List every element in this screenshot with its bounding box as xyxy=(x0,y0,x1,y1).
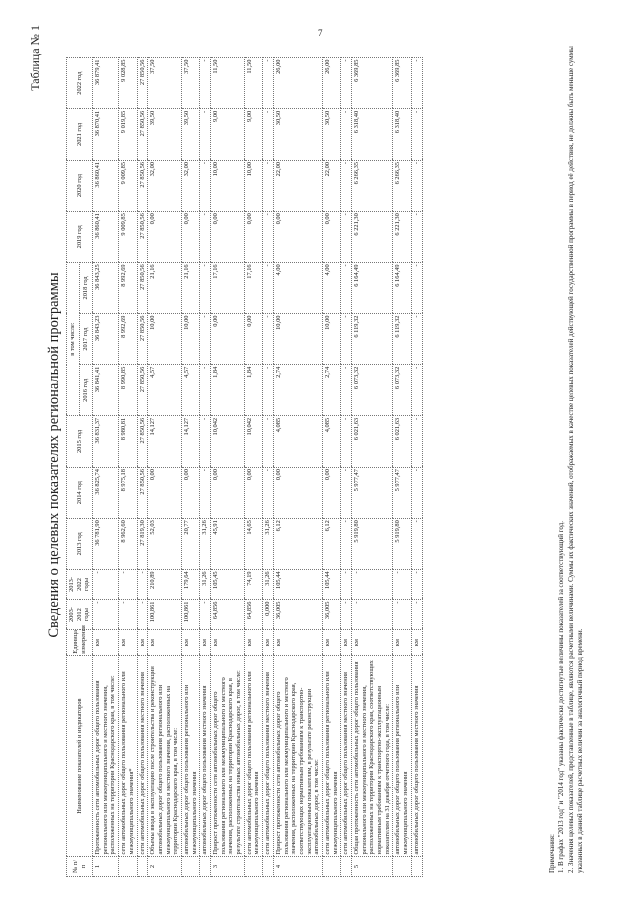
value-2022: - xyxy=(411,58,422,109)
value-2021: - xyxy=(263,109,274,160)
value-2020: 36 860,41 xyxy=(93,160,119,211)
value-2013: 5 919,80 xyxy=(393,518,411,569)
value-2020: 22,00 xyxy=(273,160,322,211)
value-2016: 6 073,32 xyxy=(352,365,393,416)
header-2017: 2017 год xyxy=(80,314,93,365)
value-2018: 8 992,69 xyxy=(119,262,137,313)
value-2015: - xyxy=(341,416,352,467)
value-2022: 6 369,85 xyxy=(352,58,393,109)
value-2015: 10,042 xyxy=(244,416,262,467)
value-2013: 6,12 xyxy=(273,518,322,569)
value-2018: 17,16 xyxy=(211,262,245,313)
value-2015: 6 021,63 xyxy=(393,416,411,467)
value-2021: 6 318,40 xyxy=(393,109,411,160)
value-2013: 14,65 xyxy=(244,518,262,569)
value-2016: - xyxy=(411,365,422,416)
value-2013: - xyxy=(341,518,352,569)
value-2018: - xyxy=(200,262,211,313)
value-2003-2012: 64,856 xyxy=(211,600,245,630)
value-2016: 2,74 xyxy=(322,365,340,416)
row-number xyxy=(263,856,274,876)
value-2014: 0,00 xyxy=(181,467,199,518)
unit-cell: км xyxy=(393,630,411,656)
value-2021: 27 850,56 xyxy=(137,109,148,160)
value-2018: 6 164,49 xyxy=(352,262,393,313)
value-2017: - xyxy=(263,314,274,365)
value-2013-2022: 105,44 xyxy=(273,569,322,599)
table-row xyxy=(273,58,322,877)
value-2013-2022: - xyxy=(411,569,422,599)
value-2015: 14,127 xyxy=(181,416,199,467)
row-number xyxy=(244,856,262,876)
row-number xyxy=(181,856,199,876)
value-2016: 36 841,41 xyxy=(93,365,119,416)
rotated-page-content xyxy=(16,15,616,895)
value-2015: 4,085 xyxy=(322,416,340,467)
header-2022: 2022 год xyxy=(67,58,93,109)
value-2019: 6 221,30 xyxy=(352,211,393,262)
table-row xyxy=(244,58,262,877)
value-2003-2012: - xyxy=(93,600,119,630)
value-2013: 6,12 xyxy=(322,518,340,569)
indicator-name: автомобильных дорог общего пользования местного значения xyxy=(411,656,422,857)
value-2015: 27 850,56 xyxy=(137,416,148,467)
indicator-name: Протяженность сети автомобильных дорог общего пользования регионального или межмуниципального и местного значения, расположенных на территории Краснодарского края, в том числе: xyxy=(93,656,119,857)
row-number xyxy=(200,856,211,876)
table-row xyxy=(411,58,422,877)
value-2017: 10,00 xyxy=(273,314,322,365)
value-2013: 52,03 xyxy=(148,518,182,569)
value-2018: - xyxy=(411,262,422,313)
indicator-name: автомобильных дорог общего пользования местного значения xyxy=(200,656,211,857)
header-unit: Единица измерения xyxy=(67,630,93,656)
value-2020: - xyxy=(341,160,352,211)
value-2013-2022: 105,44 xyxy=(322,569,340,599)
value-2022: 11,50 xyxy=(244,58,262,109)
value-2013: 8 962,60 xyxy=(119,518,137,569)
value-2016: 1,84 xyxy=(244,365,262,416)
page-number: 7 xyxy=(318,28,323,38)
value-2022: 26,00 xyxy=(322,58,340,109)
value-2013: 5 919,80 xyxy=(352,518,393,569)
indicator-name: Прирост протяженности сети автомобильных дорог общего пользования регионального или межмуниципального и местного значения, расположенных на территории Краснодарского края, соответствующих нормативным требованиям к транспортно-эксплуатационным показателям, в результате реконструкции автомобильных дорог, в том числе: xyxy=(273,656,322,857)
value-2013-2022: - xyxy=(393,569,411,599)
value-2014: 27 850,56 xyxy=(137,467,148,518)
value-2003-2012: - xyxy=(393,600,411,630)
value-2020: 6 266,35 xyxy=(352,160,393,211)
value-2021: - xyxy=(341,109,352,160)
header-2021: 2021 год xyxy=(67,109,93,160)
unit-cell: км xyxy=(352,630,393,656)
value-2013: 27 819,30 xyxy=(137,518,148,569)
value-2015: - xyxy=(200,416,211,467)
value-2013: 20,77 xyxy=(181,518,199,569)
value-2019: 9 009,85 xyxy=(119,211,137,262)
value-2013-2022: 31,26 xyxy=(200,569,211,599)
value-2018: 6 164,49 xyxy=(393,262,411,313)
unit-cell: км xyxy=(211,630,245,656)
value-2015: 10,042 xyxy=(211,416,245,467)
value-2019: 36 860,41 xyxy=(93,211,119,262)
value-2013: 31,26 xyxy=(263,518,274,569)
value-2017: 10,00 xyxy=(322,314,340,365)
value-2019: 27 850,56 xyxy=(137,211,148,262)
table-row xyxy=(211,58,245,877)
value-2019: 0,00 xyxy=(273,211,322,262)
value-2003-2012: 100,861 xyxy=(181,600,199,630)
unit-cell: км xyxy=(200,630,211,656)
notes xyxy=(548,33,586,873)
indicator-name: сети автомобильных дорог общего пользования регионального или межмуниципального значения xyxy=(322,656,340,857)
indicator-name: автомобильных дорог общего пользования регионального или межмуниципального значения xyxy=(181,656,199,857)
value-2020: 9 009,85 xyxy=(119,160,137,211)
value-2021: 36 870,41 xyxy=(93,109,119,160)
value-2003-2012: - xyxy=(137,600,148,630)
value-2017: 10,00 xyxy=(181,314,199,365)
document-title: Сведения о целевых показателях региональной программы xyxy=(46,272,62,638)
unit-cell: км xyxy=(119,630,137,656)
value-2020: - xyxy=(411,160,422,211)
indicator-name: сети автомобильных дорог общего пользования местного значения xyxy=(137,656,148,857)
table-row xyxy=(119,58,137,877)
value-2003-2012: - xyxy=(411,600,422,630)
value-2022: - xyxy=(200,58,211,109)
value-2018: 27 850,56 xyxy=(137,262,148,313)
value-2017: 6 119,32 xyxy=(352,314,393,365)
row-number xyxy=(341,856,352,876)
value-2018: 21,16 xyxy=(181,262,199,313)
value-2014: 8 975,18 xyxy=(119,467,137,518)
header-2015: 2015 год xyxy=(67,416,93,467)
value-2019: 0,00 xyxy=(322,211,340,262)
header-name: Наименование показателей и индикаторов xyxy=(67,656,93,857)
value-2018: - xyxy=(263,262,274,313)
row-number: 5 xyxy=(352,856,393,876)
value-2018: 21,16 xyxy=(148,262,182,313)
value-2022: 37,50 xyxy=(148,58,182,109)
value-2013-2022: - xyxy=(93,569,119,599)
value-2014: - xyxy=(341,467,352,518)
indicators-table xyxy=(66,57,423,877)
header-2016: 2016 год xyxy=(80,365,93,416)
table-row xyxy=(352,58,393,877)
value-2014: 0,00 xyxy=(211,467,245,518)
value-2019: - xyxy=(200,211,211,262)
value-2014: 0,00 xyxy=(322,467,340,518)
row-number: 4 xyxy=(273,856,322,876)
unit-cell: км xyxy=(273,630,322,656)
table-row xyxy=(200,58,211,877)
table-row xyxy=(93,58,119,877)
header-incl: в том числе: xyxy=(67,262,80,416)
value-2022: 9 028,85 xyxy=(119,58,137,109)
value-2013-2022: 179,64 xyxy=(181,569,199,599)
value-2013-2022: - xyxy=(119,569,137,599)
value-2020: 10,00 xyxy=(211,160,245,211)
table-row xyxy=(137,58,148,877)
value-2022: 26,00 xyxy=(273,58,322,109)
value-2013-2022: 74,19 xyxy=(244,569,262,599)
indicator-name: сети автомобильных дорог общего пользования местного значения xyxy=(341,656,352,857)
value-2016: - xyxy=(200,365,211,416)
row-number xyxy=(137,856,148,876)
value-2022: - xyxy=(341,58,352,109)
row-number xyxy=(119,856,137,876)
value-2017: 10,00 xyxy=(148,314,182,365)
value-2013: 36 781,90 xyxy=(93,518,119,569)
value-2013-2022: 105,45 xyxy=(211,569,245,599)
value-2003-2012: 36,005 xyxy=(273,600,322,630)
value-2013-2022: 31,26 xyxy=(263,569,274,599)
value-2013-2022: - xyxy=(137,569,148,599)
value-2013-2022: 210,89 xyxy=(148,569,182,599)
value-2014: 0,00 xyxy=(273,467,322,518)
value-2018: - xyxy=(341,262,352,313)
unit-cell: км xyxy=(181,630,199,656)
unit-cell: км xyxy=(244,630,262,656)
value-2003-2012: 64,856 xyxy=(244,600,262,630)
value-2018: 17,16 xyxy=(244,262,262,313)
unit-cell: км xyxy=(341,630,352,656)
row-number xyxy=(322,856,340,876)
value-2019: - xyxy=(411,211,422,262)
row-number xyxy=(393,856,411,876)
table-row xyxy=(181,58,199,877)
value-2014: - xyxy=(411,467,422,518)
indicator-name: автомобильных дорог общего пользования регионального или межмуниципального значения xyxy=(393,656,411,857)
table-label: Таблица № 1 xyxy=(28,25,42,91)
value-2022: - xyxy=(263,58,274,109)
header-2018: 2018 год xyxy=(80,262,93,313)
value-2021: 39,50 xyxy=(148,109,182,160)
value-2003-2012: 36,005 xyxy=(322,600,340,630)
indicator-name: сети автомобильных дорог общего пользования регионального или межмуниципального значения xyxy=(244,656,262,857)
value-2014: - xyxy=(200,467,211,518)
table-row xyxy=(148,58,182,877)
indicator-name: Прирост протяженности сети автомобильных дорог общего пользования регионального или межмуниципального и местного значения, расположенных на территории Краснодарского края, в результате строительства новых автомобильных дорог, в том числе: xyxy=(211,656,245,857)
header-no: № п/п xyxy=(67,856,93,876)
value-2003-2012: 0,000 xyxy=(263,600,274,630)
value-2022: 27 850,56 xyxy=(137,58,148,109)
value-2021: 9,00 xyxy=(211,109,245,160)
value-2013: 45,91 xyxy=(211,518,245,569)
value-2020: 22,00 xyxy=(322,160,340,211)
value-2016: - xyxy=(341,365,352,416)
value-2003-2012: - xyxy=(119,600,137,630)
header-2013-2022: 2013-2022 годы xyxy=(67,569,93,599)
value-2013: - xyxy=(411,518,422,569)
value-2018: 4,00 xyxy=(322,262,340,313)
value-2019: 0,00 xyxy=(211,211,245,262)
value-2015: 8 980,81 xyxy=(119,416,137,467)
value-2017: 8 992,69 xyxy=(119,314,137,365)
indicator-name: сети автомобильных дорог общего пользования регионального или межмуниципального значения* xyxy=(119,656,137,857)
value-2014: 36 825,74 xyxy=(93,467,119,518)
header-2019: 2019 год xyxy=(67,211,93,262)
value-2014: 0,00 xyxy=(148,467,182,518)
value-2014: 0,00 xyxy=(244,467,262,518)
value-2003-2012: - xyxy=(200,600,211,630)
value-2020: 32,00 xyxy=(181,160,199,211)
header-2014: 2014 год xyxy=(67,467,93,518)
value-2016: - xyxy=(263,365,274,416)
table-row xyxy=(341,58,352,877)
value-2020: 6 266,35 xyxy=(393,160,411,211)
value-2020: 10,00 xyxy=(244,160,262,211)
notes-heading: Примечания: xyxy=(548,834,556,873)
value-2015: 36 831,37 xyxy=(93,416,119,467)
value-2019: 0,00 xyxy=(244,211,262,262)
value-2022: 37,50 xyxy=(181,58,199,109)
value-2021: - xyxy=(200,109,211,160)
value-2014: - xyxy=(263,467,274,518)
value-2021: 9 019,85 xyxy=(119,109,137,160)
value-2017: 36 843,23 xyxy=(93,314,119,365)
value-2020: 27 850,56 xyxy=(137,160,148,211)
table-row xyxy=(322,58,340,877)
value-2015: - xyxy=(411,416,422,467)
value-2018: 4,00 xyxy=(273,262,322,313)
value-2019: - xyxy=(263,211,274,262)
value-2019: 0,00 xyxy=(181,211,199,262)
value-2016: 1,84 xyxy=(211,365,245,416)
row-number xyxy=(411,856,422,876)
value-2018: 36 843,25 xyxy=(93,262,119,313)
value-2019: 0,00 xyxy=(148,211,182,262)
value-2017: - xyxy=(200,314,211,365)
row-number: 1 xyxy=(93,856,119,876)
value-2015: 6 021,63 xyxy=(352,416,393,467)
unit-cell: км xyxy=(322,630,340,656)
value-2020: 32,00 xyxy=(148,160,182,211)
note-2: 2. Значения целевых показателей, представленные в таблице, являются расчетными величинами. Суммы их фактических значений, отображаемых в качестве целевых показателей действующей государственной программы в период её действия, не должны быть меньше суммы указанных в данной таблице расчетных величин за аналогичный период времени. xyxy=(566,46,585,873)
row-number: 2 xyxy=(148,856,182,876)
value-2016: 8 990,85 xyxy=(119,365,137,416)
table-header-row xyxy=(67,58,80,877)
value-2015: - xyxy=(263,416,274,467)
value-2021: 6 318,40 xyxy=(352,109,393,160)
value-2016: 4,57 xyxy=(148,365,182,416)
value-2020: - xyxy=(263,160,274,211)
value-2019: - xyxy=(341,211,352,262)
value-2003-2012: 100,861 xyxy=(148,600,182,630)
value-2022: 36 879,41 xyxy=(93,58,119,109)
value-2019: 6 221,30 xyxy=(393,211,411,262)
value-2017: 0,00 xyxy=(211,314,245,365)
header-2013: 2013 год xyxy=(67,518,93,569)
indicator-name: Объемы ввода в эксплуатацию после строительства и реконструкции автомобильных дорог общего пользования регионального или межмуниципального и местного значения, расположенных на территории Краснодарского края, в том числе: xyxy=(148,656,182,857)
value-2017: - xyxy=(341,314,352,365)
table-body xyxy=(93,58,422,877)
value-2017: 0,00 xyxy=(244,314,262,365)
value-2015: 14,127 xyxy=(148,416,182,467)
table-row xyxy=(263,58,274,877)
value-2021: 9,00 xyxy=(244,109,262,160)
value-2022: 6 369,85 xyxy=(393,58,411,109)
unit-cell: км xyxy=(93,630,119,656)
value-2013-2022: - xyxy=(352,569,393,599)
value-2014: 5 977,47 xyxy=(352,467,393,518)
value-2016: 6 073,32 xyxy=(393,365,411,416)
value-2013-2022: - xyxy=(341,569,352,599)
value-2016: 2,74 xyxy=(273,365,322,416)
unit-cell: км xyxy=(137,630,148,656)
value-2016: 27 850,56 xyxy=(137,365,148,416)
value-2016: 4,57 xyxy=(181,365,199,416)
value-2022: 11,50 xyxy=(211,58,245,109)
value-2017: - xyxy=(411,314,422,365)
value-2003-2012: - xyxy=(352,600,393,630)
value-2013: 31,26 xyxy=(200,518,211,569)
value-2021: 39,50 xyxy=(181,109,199,160)
value-2021: 30,50 xyxy=(273,109,322,160)
header-2003-2012: 2003-2012 годы xyxy=(67,600,93,630)
header-2020: 2020 год xyxy=(67,160,93,211)
unit-cell: км xyxy=(148,630,182,656)
value-2017: 27 850,56 xyxy=(137,314,148,365)
value-2021: 30,50 xyxy=(322,109,340,160)
indicator-name: сети автомобильных дорог общего пользования местного значения xyxy=(263,656,274,857)
value-2017: 6 119,32 xyxy=(393,314,411,365)
table-row xyxy=(393,58,411,877)
value-2003-2012: - xyxy=(341,600,352,630)
note-1: 1. В графах "2013 год" и "2014 год" указаны фактически достигнутые величины показателей за соответствующий год. xyxy=(557,520,566,873)
value-2021: - xyxy=(411,109,422,160)
unit-cell: км xyxy=(263,630,274,656)
row-number: 3 xyxy=(211,856,245,876)
value-2014: 5 977,47 xyxy=(393,467,411,518)
value-2015: 4,085 xyxy=(273,416,322,467)
indicator-name: Общая протяженность сети автомобильных дорог общего пользования регионального или межмуниципального и местного значения, расположенных на территории Краснодарского края, соответствующих нормативным требованиям к транспортно-эксплуатационным показателям на 31 декабря отчетного года, в том числе: xyxy=(352,656,393,857)
value-2020: - xyxy=(200,160,211,211)
unit-cell: км xyxy=(411,630,422,656)
